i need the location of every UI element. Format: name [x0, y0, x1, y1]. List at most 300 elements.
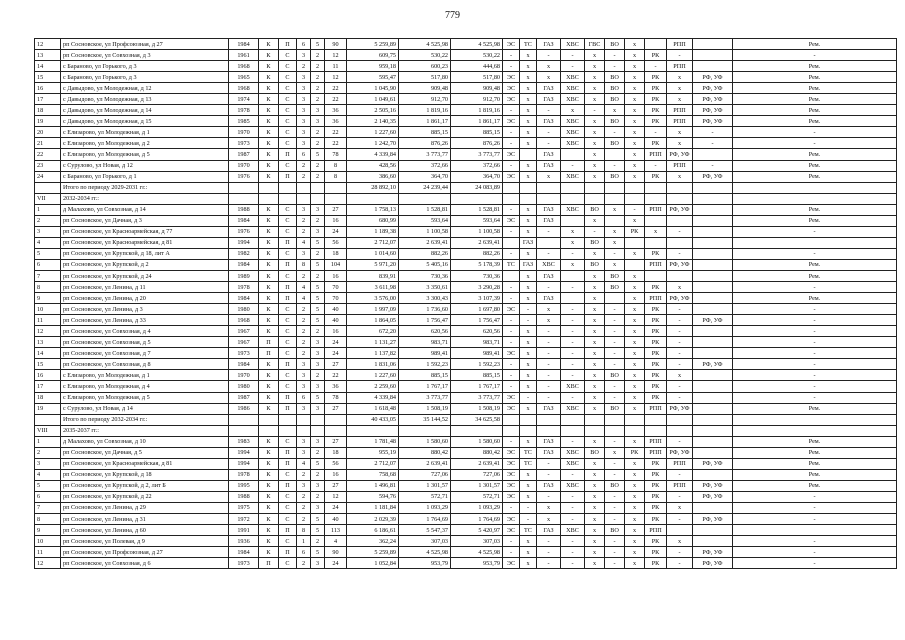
table-cell: 572,71 [399, 491, 451, 502]
table-cell: К [259, 72, 279, 83]
table-cell: К [259, 259, 279, 270]
table-cell: 4 [35, 469, 61, 480]
table-cell: рп Сосновское, ул Ленина, д 11 [61, 282, 229, 293]
table-cell: 758,68 [347, 469, 399, 480]
table-cell: - [561, 491, 585, 502]
table-cell: х [520, 105, 537, 116]
table-cell [693, 447, 733, 458]
table-cell: х [520, 116, 537, 127]
table-cell: - [667, 469, 693, 480]
table-cell: - [561, 547, 585, 558]
table-cell: РФ, УФ [693, 116, 733, 127]
table-cell: с Елизарово, ул Молодежная, д 2 [61, 138, 229, 149]
table-cell: 5 259,89 [347, 39, 399, 50]
table-cell: П [279, 293, 297, 304]
table-cell: 1 052,84 [347, 558, 399, 569]
table-cell: ХВС [561, 458, 585, 469]
table-cell: К [259, 204, 279, 215]
table-cell: 6 [35, 259, 61, 270]
table-cell: 1968 [229, 61, 259, 72]
table-cell: - [537, 359, 561, 370]
table-cell: х [520, 127, 537, 138]
table-cell: рп Сосновское, ул Крупской, д 2 [61, 259, 229, 270]
table-cell: Рем. [733, 149, 897, 160]
table-cell: РК [645, 326, 667, 337]
table-cell: ХВС [561, 525, 585, 536]
table-cell [537, 425, 561, 436]
table-cell: х [585, 215, 605, 226]
table-cell: х [520, 171, 537, 182]
table-cell: х [625, 502, 645, 513]
table-cell: К [259, 547, 279, 558]
table-cell: 364,70 [399, 171, 451, 182]
table-cell: х [585, 94, 605, 105]
table-cell: С [279, 326, 297, 337]
table-cell: ГАЗ [537, 149, 561, 160]
table-cell: 70 [325, 293, 347, 304]
table-cell: 1 189,38 [347, 226, 399, 237]
table-cell: - [605, 315, 625, 326]
table-cell: 882,26 [451, 248, 503, 259]
table-cell: 12 [325, 491, 347, 502]
table-cell: 34 625,58 [451, 414, 503, 425]
table-cell: 1961 [229, 50, 259, 61]
table-cell [625, 425, 645, 436]
table-cell [693, 248, 733, 259]
table-cell: 36 [325, 105, 347, 116]
table-cell [693, 226, 733, 237]
table-cell: РК [645, 83, 667, 94]
table-cell: Рем. [733, 204, 897, 215]
table-cell: 5 [311, 315, 325, 326]
table-cell: 1 580,60 [399, 436, 451, 447]
table-cell: ВО [605, 403, 625, 414]
table-cell: 18 [325, 447, 347, 458]
table-cell: 1988 [229, 204, 259, 215]
table-cell: 593,64 [399, 215, 451, 226]
table-cell: ГАЗ [537, 39, 561, 50]
table-cell: РК [645, 72, 667, 83]
table-cell: К [259, 149, 279, 160]
table-cell: 1 997,09 [347, 304, 399, 315]
table-cell: 1975 [229, 502, 259, 513]
table-cell: х [585, 469, 605, 480]
table-body [35, 39, 897, 569]
table-cell: - [561, 304, 585, 315]
table-cell: 56 [325, 458, 347, 469]
table-cell: С [279, 72, 297, 83]
table-cell: - [503, 105, 520, 116]
table-cell: - [503, 160, 520, 171]
table-cell: 1 301,57 [399, 480, 451, 491]
table-cell: 27 [325, 480, 347, 491]
table-cell: РК [645, 469, 667, 480]
table-cell: С [279, 50, 297, 61]
table-cell: ВО [605, 39, 625, 50]
table-cell [451, 425, 503, 436]
table-cell: РФ, УФ [667, 259, 693, 270]
table-cell: 3 290,28 [451, 282, 503, 293]
table-cell [325, 425, 347, 436]
table-row [35, 237, 897, 248]
table-cell [693, 436, 733, 447]
table-row [35, 282, 897, 293]
table-cell: - [667, 248, 693, 259]
table-cell: 7 [35, 502, 61, 513]
table-cell: х [625, 491, 645, 502]
table-cell: х [585, 536, 605, 547]
table-cell: - [503, 502, 520, 513]
table-cell: 530,22 [399, 50, 451, 61]
table-cell [693, 282, 733, 293]
table-cell [399, 425, 451, 436]
table-row [35, 293, 897, 304]
table-cell [561, 182, 585, 193]
table-cell: 2 [311, 248, 325, 259]
table-cell: 2 [311, 370, 325, 381]
table-cell: х [667, 171, 693, 182]
table-cell: РФ, УФ [693, 94, 733, 105]
table-row [35, 248, 897, 259]
table-cell: 12 [325, 50, 347, 61]
table-cell: РФ, УФ [693, 105, 733, 116]
table-cell: Рем. [733, 105, 897, 116]
table-cell: - [605, 392, 625, 403]
table-cell: - [561, 359, 585, 370]
table-cell: - [605, 458, 625, 469]
table-row [35, 171, 897, 182]
table-cell: ТС [520, 458, 537, 469]
table-cell: х [585, 171, 605, 182]
table-cell: - [605, 514, 625, 525]
table-cell: 1994 [229, 237, 259, 248]
table-cell: - [605, 469, 625, 480]
table-cell [693, 270, 733, 281]
table-cell: с Давыдово, ул Молодежная, д 13 [61, 94, 229, 105]
table-cell: 1 736,60 [399, 304, 451, 315]
table-cell: С [279, 491, 297, 502]
table-cell: 1986 [229, 403, 259, 414]
table-cell: С [279, 514, 297, 525]
table-cell: - [537, 458, 561, 469]
table-cell: х [520, 381, 537, 392]
table-cell: 885,15 [451, 370, 503, 381]
table-cell: К [259, 39, 279, 50]
table-cell: 2 [311, 326, 325, 337]
table-cell: х [585, 337, 605, 348]
table-cell: 4 339,84 [347, 149, 399, 160]
table-cell: х [605, 447, 625, 458]
table-cell: РК [645, 491, 667, 502]
table-cell: 1973 [229, 348, 259, 359]
table-cell: х [667, 83, 693, 94]
table-cell: 1994 [229, 447, 259, 458]
table-cell: х [537, 514, 561, 525]
table-cell: 2 [297, 171, 311, 182]
table-cell [561, 293, 585, 304]
table-cell: 1 756,47 [451, 315, 503, 326]
table-cell: ЭС [503, 392, 520, 403]
table-cell: х [625, 50, 645, 61]
table-cell: 989,41 [399, 348, 451, 359]
table-cell: К [259, 226, 279, 237]
table-cell: 2 [311, 270, 325, 281]
table-cell: П [279, 259, 297, 270]
table-cell: 2 [297, 469, 311, 480]
table-cell: х [605, 259, 625, 270]
table-cell [693, 50, 733, 61]
table-cell: РК [645, 558, 667, 569]
table-cell: - [503, 547, 520, 558]
table-cell [645, 193, 667, 204]
table-cell: РК [645, 458, 667, 469]
table-cell: Рем. [733, 403, 897, 414]
table-cell: ТС [520, 39, 537, 50]
table-cell: 2 [311, 491, 325, 502]
table-cell: РПП [645, 403, 667, 414]
table-cell [733, 182, 897, 193]
table-cell [733, 193, 897, 204]
table-cell: х [667, 502, 693, 513]
table-cell: 885,15 [399, 370, 451, 381]
table-cell: ГАЗ [537, 525, 561, 536]
table-cell [605, 414, 625, 425]
table-cell: 1978 [229, 105, 259, 116]
table-cell: ЭС [503, 304, 520, 315]
table-cell: Рем. [733, 215, 897, 226]
table-cell: - [645, 61, 667, 72]
table-cell: 4 [297, 458, 311, 469]
table-cell [693, 149, 733, 160]
table-cell: - [733, 138, 897, 149]
table-cell: - [561, 348, 585, 359]
table-cell: 5 [311, 39, 325, 50]
table-cell [520, 149, 537, 160]
table-cell: 3 [297, 447, 311, 458]
table-cell: х [537, 502, 561, 513]
table-cell [279, 414, 297, 425]
table-cell: Рем. [733, 83, 897, 94]
table-cell: 1 227,60 [347, 370, 399, 381]
table-cell: К [259, 293, 279, 304]
table-cell: 1 819,16 [451, 105, 503, 116]
table-cell: 36 [325, 381, 347, 392]
table-cell: - [537, 127, 561, 138]
table-cell: - [561, 326, 585, 337]
table-cell: 4 525,98 [399, 547, 451, 558]
table-cell: ГАЗ [537, 480, 561, 491]
table-row [35, 403, 897, 414]
table-cell: 1 697,80 [451, 304, 503, 315]
table-cell: 2 639,41 [451, 458, 503, 469]
table-cell: 362,24 [347, 536, 399, 547]
table-cell: 11 [35, 547, 61, 558]
table-cell: 620,56 [399, 326, 451, 337]
table-cell: 3 773,77 [451, 149, 503, 160]
table-cell: 1 528,81 [451, 204, 503, 215]
table-cell: РК [645, 392, 667, 403]
table-cell: 885,15 [399, 127, 451, 138]
table-cell: 2 140,35 [347, 116, 399, 127]
table-cell: х [585, 326, 605, 337]
table-row [35, 116, 897, 127]
table-cell: П [279, 359, 297, 370]
table-cell: 372,66 [399, 160, 451, 171]
table-cell: х [625, 359, 645, 370]
table-cell: 5 420,97 [451, 525, 503, 536]
table-cell: - [733, 304, 897, 315]
table-cell: ВО [605, 94, 625, 105]
table-cell: 1 864,05 [347, 315, 399, 326]
table-cell: рп Сосновское, ул Совхозная, д 4 [61, 326, 229, 337]
table-cell: ЭС [503, 525, 520, 536]
table-cell: 1 508,19 [399, 403, 451, 414]
table-cell: 885,15 [451, 127, 503, 138]
table-cell: Рем. [733, 72, 897, 83]
table-cell: К [259, 61, 279, 72]
table-cell: ВО [605, 525, 625, 536]
table-cell [279, 182, 297, 193]
table-cell: 22 [325, 83, 347, 94]
table-cell: 5 [311, 149, 325, 160]
table-cell: ЭС [503, 558, 520, 569]
table-cell: 444,68 [451, 61, 503, 72]
table-cell [311, 193, 325, 204]
table-cell: 3 [297, 127, 311, 138]
table-cell [693, 237, 733, 248]
table-cell: х [625, 270, 645, 281]
table-cell: х [605, 226, 625, 237]
table-cell: - [733, 348, 897, 359]
table-row [35, 138, 897, 149]
table-cell [667, 414, 693, 425]
table-cell: 3 350,61 [399, 282, 451, 293]
table-cell: ЭС [503, 39, 520, 50]
table-cell: ГВС [585, 39, 605, 50]
table-cell: 35 144,52 [399, 414, 451, 425]
table-cell: 1967 [229, 337, 259, 348]
table-cell: 1 093,29 [399, 502, 451, 513]
table-cell: ХВС [561, 381, 585, 392]
table-cell: 2 [311, 536, 325, 547]
table-cell: 27 [325, 359, 347, 370]
table-cell: д Малахово, ул Совхозная, д 14 [61, 204, 229, 215]
table-cell: х [520, 326, 537, 337]
table-row [35, 381, 897, 392]
table-cell: х [520, 50, 537, 61]
table-row [35, 491, 897, 502]
table-cell [645, 39, 667, 50]
table-cell: 5 971,20 [347, 259, 399, 270]
table-cell [503, 193, 520, 204]
table-cell [693, 259, 733, 270]
table-cell: РФ, УФ [667, 447, 693, 458]
table-cell: рп Сосновское, ул Профсоюзная, д 27 [61, 547, 229, 558]
table-cell: 2 [311, 72, 325, 83]
table-cell: - [605, 558, 625, 569]
table-cell: х [625, 282, 645, 293]
table-cell: 530,22 [451, 50, 503, 61]
table-cell: - [503, 204, 520, 215]
table-cell [503, 182, 520, 193]
table-cell: - [561, 502, 585, 513]
table-cell: х [625, 138, 645, 149]
table-cell: 2 639,41 [399, 458, 451, 469]
table-cell: 9 [35, 525, 61, 536]
table-cell: РК [645, 381, 667, 392]
table-cell [399, 193, 451, 204]
table-cell [693, 536, 733, 547]
table-cell: 882,26 [399, 248, 451, 259]
table-cell: К [259, 403, 279, 414]
table-cell: К [259, 491, 279, 502]
table-cell: 3 773,77 [451, 392, 503, 403]
table-cell: х [667, 72, 693, 83]
table-cell: с Елизарово, ул Молодежная, д 5 [61, 392, 229, 403]
table-cell: 2 [311, 215, 325, 226]
table-cell: 3 [311, 436, 325, 447]
table-cell: х [625, 83, 645, 94]
table-cell: 2 [311, 127, 325, 138]
table-cell: 3 [311, 105, 325, 116]
table-cell [645, 215, 667, 226]
table-cell: - [667, 348, 693, 359]
table-cell: с Бараново, ул Горького, д 3 [61, 61, 229, 72]
table-cell: 909,48 [399, 83, 451, 94]
table-cell: 5 [311, 259, 325, 270]
table-cell: 40 [325, 514, 347, 525]
table-cell: РПП [645, 525, 667, 536]
table-cell: х [520, 337, 537, 348]
table-cell: 2 [297, 502, 311, 513]
section-row [35, 425, 897, 436]
table-cell: 876,26 [451, 138, 503, 149]
table-cell: 364,70 [451, 171, 503, 182]
table-cell: 3 773,77 [399, 149, 451, 160]
table-cell [667, 237, 693, 248]
table-cell: - [520, 514, 537, 525]
table-cell [311, 182, 325, 193]
table-cell: 600,23 [399, 61, 451, 72]
table-cell: 13 [35, 337, 61, 348]
table-cell: - [537, 348, 561, 359]
table-cell: - [561, 392, 585, 403]
table-cell: х [520, 72, 537, 83]
table-cell: 1983 [229, 436, 259, 447]
table-cell: ВО [605, 282, 625, 293]
table-cell: РФ, УФ [693, 315, 733, 326]
table-cell: с Бараново, ул Горького, д 3 [61, 72, 229, 83]
table-cell: - [667, 381, 693, 392]
table-cell [503, 425, 520, 436]
table-cell: рп Сосновское, ул Красноармейская, д 81 [61, 237, 229, 248]
table-cell: П [279, 282, 297, 293]
table-cell: - [503, 282, 520, 293]
table-cell: Рем. [733, 480, 897, 491]
table-cell [625, 414, 645, 425]
table-cell: х [585, 293, 605, 304]
table-row [35, 370, 897, 381]
table-cell: С [279, 226, 297, 237]
table-cell: 2 [297, 514, 311, 525]
table-cell: х [625, 392, 645, 403]
table-cell: ВО [605, 138, 625, 149]
table-cell: РК [645, 105, 667, 116]
table-cell: - [503, 138, 520, 149]
table-cell: х [561, 237, 585, 248]
table-cell: х [585, 514, 605, 525]
table-cell: - [605, 547, 625, 558]
